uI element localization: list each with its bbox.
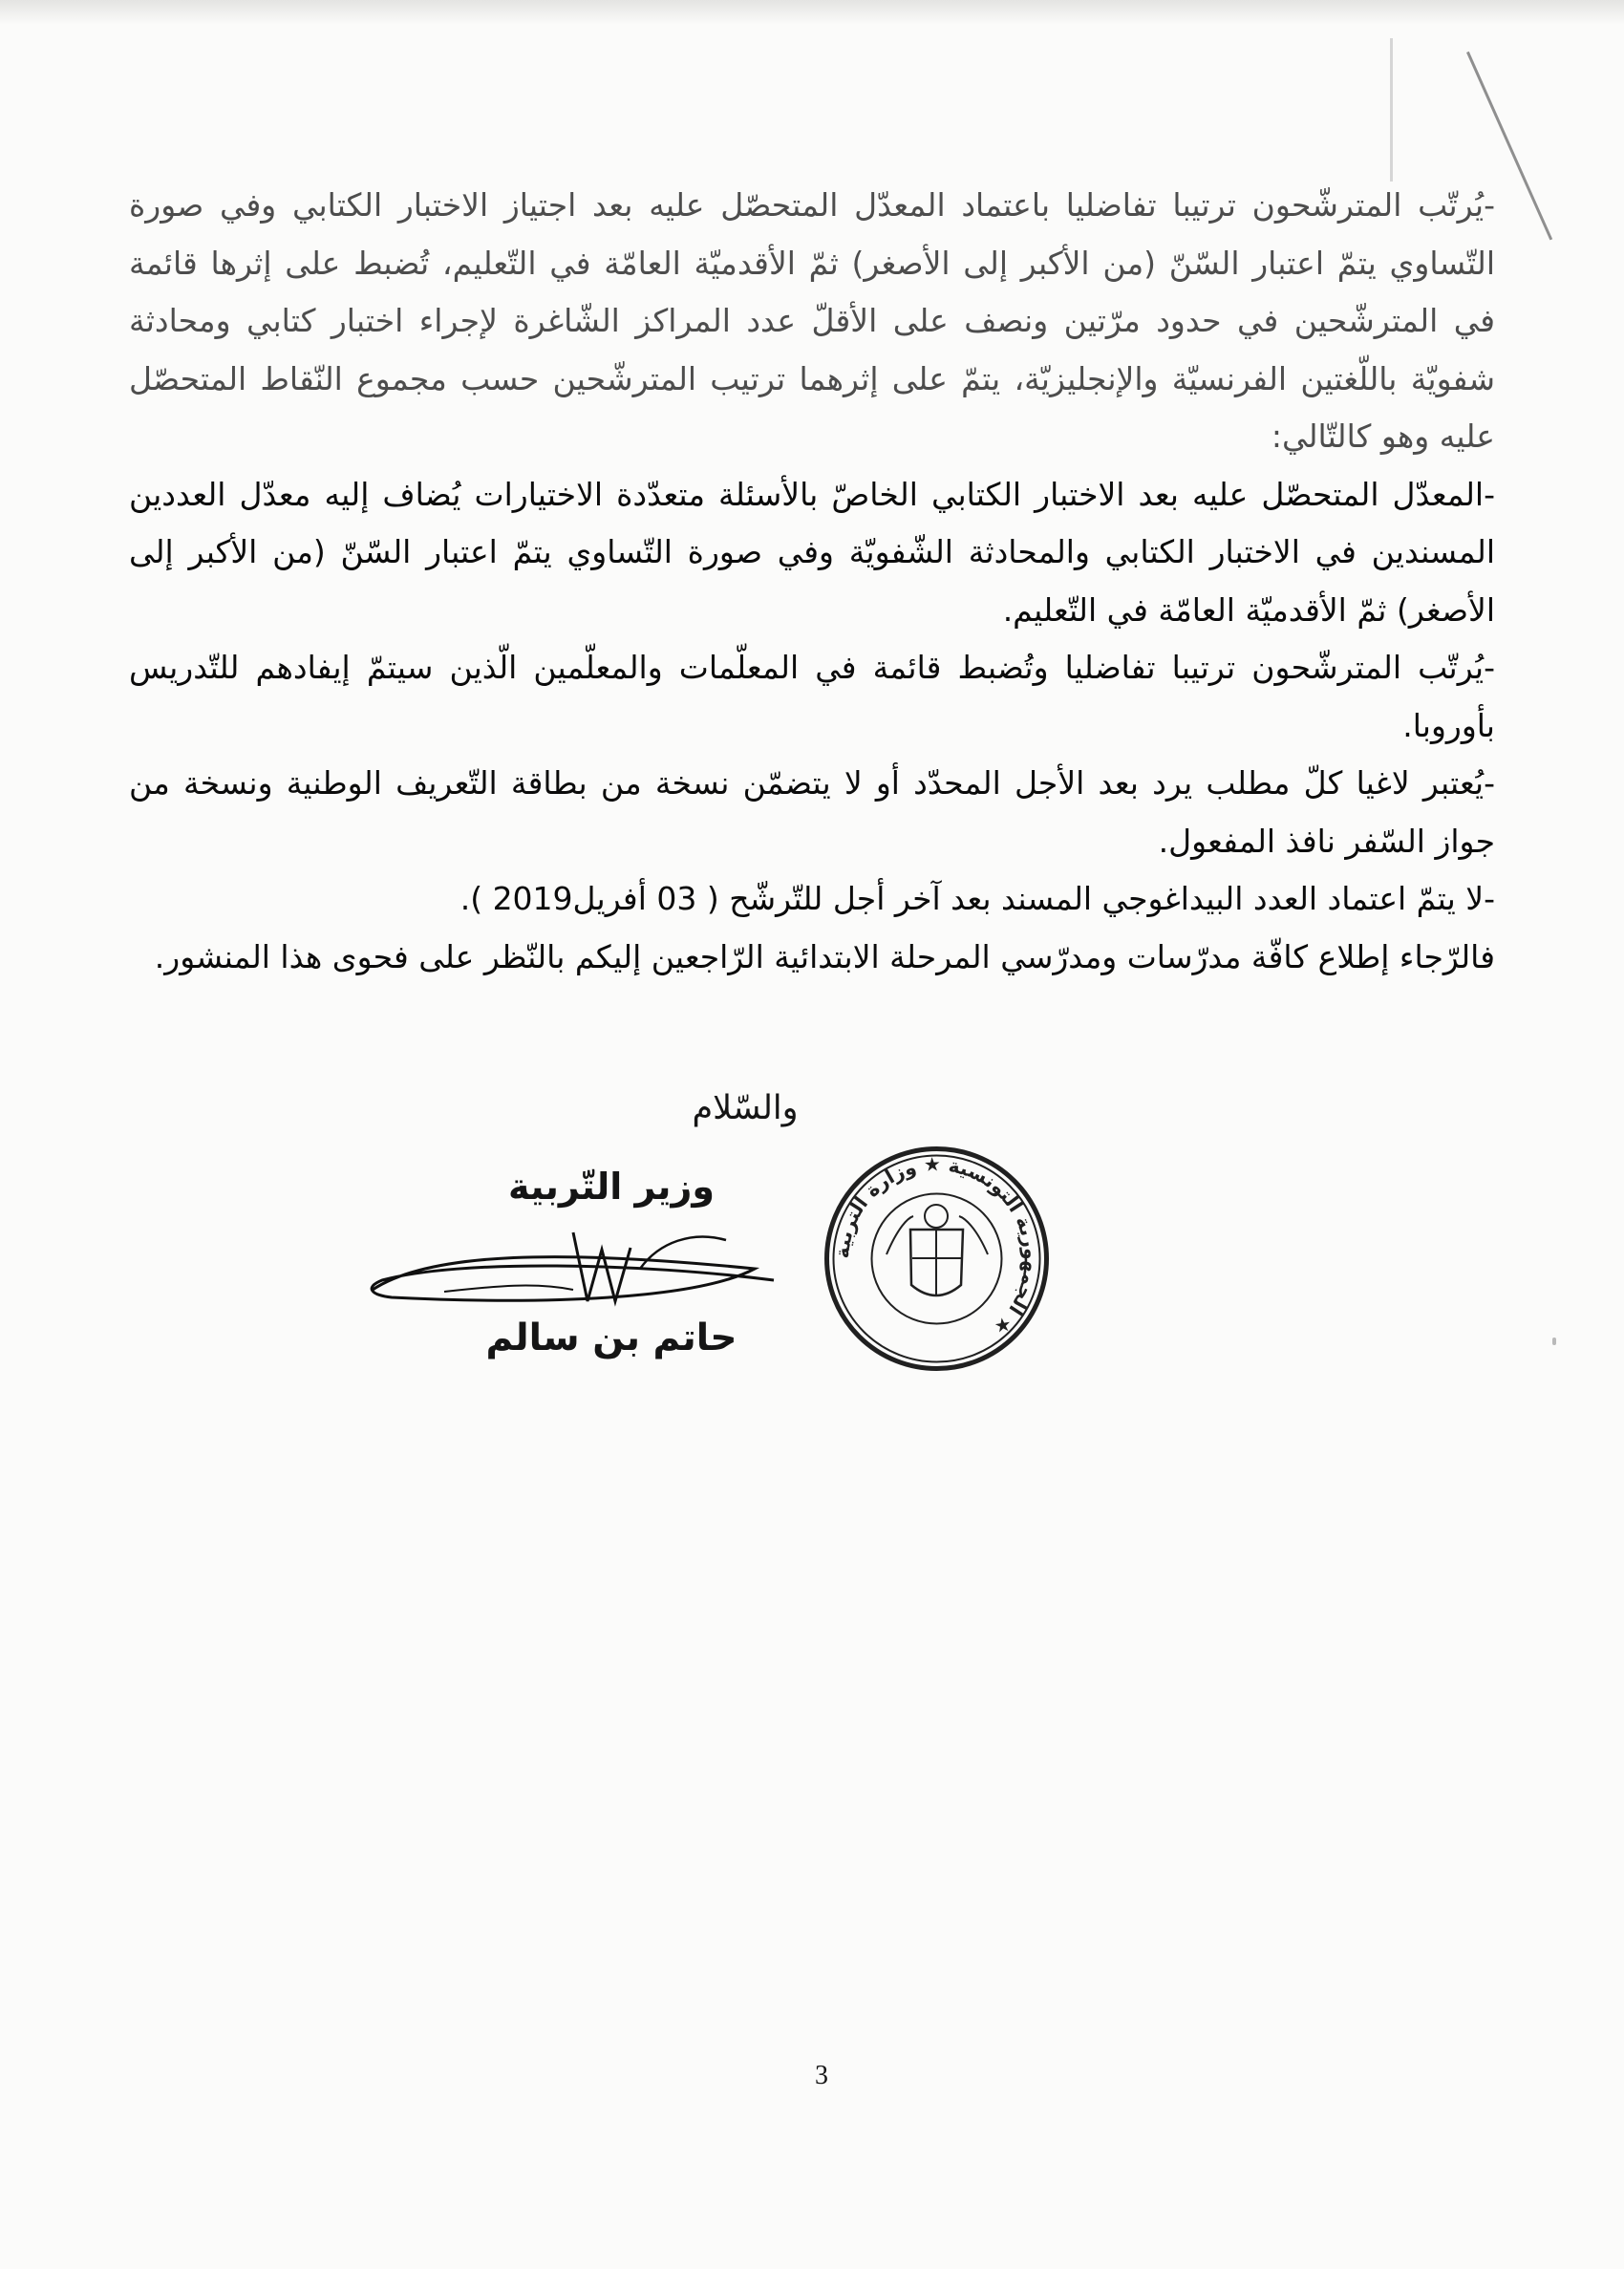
- signatory-title: وزير التّربية: [508, 1166, 715, 1208]
- signatory-name: حاتم بن سالم: [485, 1316, 737, 1359]
- scan-edge: [0, 0, 1624, 25]
- seal-text: الجمهورية التونسية ★ وزارة التربية ★: [830, 1152, 1043, 1340]
- paragraph-deadline: -لا يتمّ اعتماد العدد البيداغوجي المسند بعد آخر أجل للتّرشّح ( 03 أفريل2019 ).: [459, 880, 1495, 917]
- paragraph-request: فالرّجاء إطلاع كافّة مدرّسات ومدرّسي المرحلة الابتدائية الرّاجعين إليكم بالنّظر على فحوى هذا المنشور.: [154, 937, 1495, 975]
- paragraph-void: -يُعتبر لاغيا كلّ مطلب يرد بعد الأجل المحدّد أو لا يتضمّن نسخة من بطاقة التّعريف الوطنية ونسخة من جواز السّفر نافذ المفعول.: [129, 764, 1495, 860]
- scan-artifact-line: [1390, 38, 1393, 182]
- paragraph-list: -يُرتّب المترشّحون ترتيبا تفاضليا وتُضبط قائمة في المعلّمات والمعلّمين الّذين سيتمّ إيفادهم للتّدريس بأوروبا.: [129, 649, 1495, 744]
- scan-speck: [1552, 1338, 1556, 1345]
- page-number: 3: [815, 2061, 828, 2090]
- paragraph-ranking: -يُرتّب المترشّحون ترتيبا تفاضليا باعتماد المعدّل المتحصّل عليه بعد اجتياز الاختبار الكتابي وفي صورة التّساوي يتمّ اعتبار السّنّ (من الأكبر إلى الأصغر) ثمّ الأقدميّة العامّة في التّعليم، تُضبط على إثرها قائمة في المترشّحين في حدود مرّتين ونصف على الأقلّ عدد المراكز الشّاغرة لإجراء اختبار كتابي ومحادثة شفويّة باللّغتين الفرنسيّة والإنجليزيّة، يتمّ على إثرهما ترتيب المترشّحين حسب مجموع النّقاط المتحصّل عليه وهو كالتّالي:: [129, 186, 1495, 455]
- closing-salutation: والسّلام: [692, 1089, 799, 1127]
- document-body: [129, 177, 1495, 986]
- handwritten-signature: [353, 1213, 793, 1318]
- paragraph-average: -المعدّل المتحصّل عليه بعد الاختبار الكتابي الخاصّ بالأسئلة متعدّدة الاختيارات يُضاف إليه معدّل العددين المسندين في الاختبار الكتابي والمحادثة الشّفويّة وفي صورة التّساوي يتمّ اعتبار السّنّ (من الأكبر إلى الأصغر) ثمّ الأقدميّة العامّة في التّعليم.: [129, 475, 1495, 629]
- ministry-seal: [820, 1142, 1054, 1376]
